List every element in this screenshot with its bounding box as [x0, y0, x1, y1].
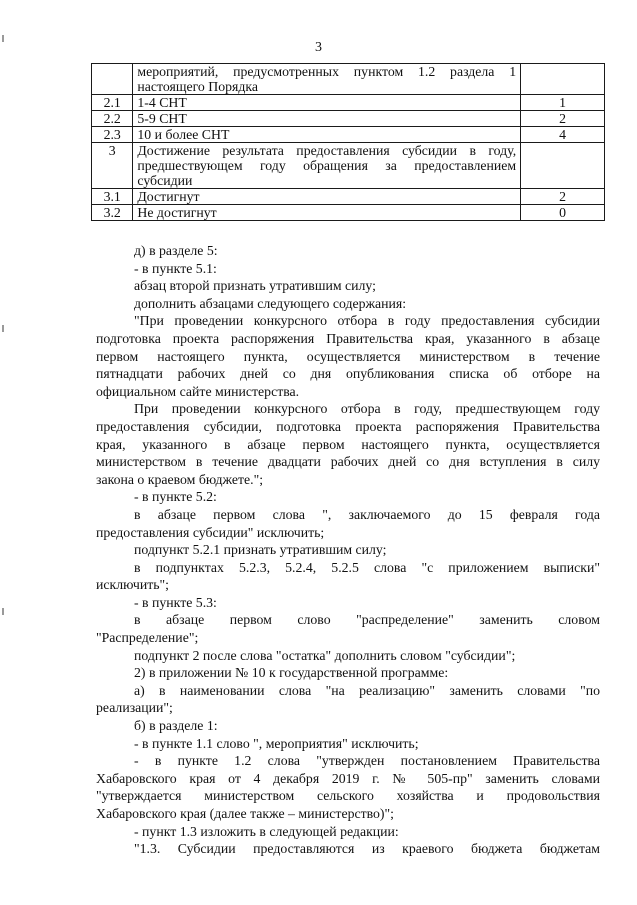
row-description-line: Достижение результата предоставления субсидии в году,	[137, 143, 517, 158]
row-number-cell: 3	[92, 143, 133, 189]
row-description-line: 5-9 СНТ	[137, 111, 187, 126]
row-number-cell	[92, 64, 133, 95]
text-line: - в пункте 5.2:	[134, 489, 217, 505]
row-description-cell	[133, 111, 521, 127]
text-line: предоставления субсидии" исключить;	[96, 524, 325, 540]
text-line: подпункт 5.2.1 признать утратившим силу;	[134, 542, 387, 558]
text-line: предоставления субсидии, подготовка проекта распоряжения Правительства	[96, 418, 600, 434]
page-number: 3	[315, 40, 322, 55]
margin-mark-lower	[2, 608, 4, 615]
text-line: министерством в течение двадцати рабочих дней со дня вступления в силу	[96, 454, 600, 470]
table-row	[92, 127, 605, 143]
row-description-line: 10 и более СНТ	[137, 127, 230, 142]
row-description-cell	[133, 64, 521, 95]
text-line: "утверждается министерством сельского хозяйства и продовольствия	[96, 788, 600, 804]
row-description-cell	[133, 143, 521, 189]
text-line: "1.3. Субсидии предоставляются из краевого бюджета бюджетам	[134, 841, 600, 857]
table-row	[92, 111, 605, 127]
row-number-cell: 3.1	[92, 189, 133, 205]
text-line: б) в разделе 1:	[134, 718, 218, 734]
text-line: пятнадцати рабочих дней со дня опубликования списка об отборе на	[96, 366, 600, 382]
row-value-cell	[521, 143, 605, 189]
text-line: - в пункте 5.1:	[134, 260, 217, 276]
text-line: исключить";	[96, 577, 169, 593]
row-description-line: Не достигнут	[137, 205, 217, 220]
text-line: официальном сайте министерства.	[96, 383, 300, 399]
row-description-line: субсидии	[137, 173, 193, 188]
row-value-cell: 2	[521, 189, 605, 205]
text-line: первом настоящего пункта, осуществляется министерством в течение	[96, 348, 600, 364]
text-line: подпункт 2 после слова "остатка" дополнить словом "субсидии";	[134, 647, 516, 663]
row-number-cell: 2.2	[92, 111, 133, 127]
table-row	[92, 189, 605, 205]
row-value-cell: 4	[521, 127, 605, 143]
row-description-cell	[133, 95, 521, 111]
row-value-cell: 0	[521, 205, 605, 221]
text-line: реализации";	[96, 700, 173, 716]
text-line: в подпунктах 5.2.3, 5.2.4, 5.2.5 слова "с приложением выписки"	[134, 559, 600, 575]
text-line: в абзаце первом слова ", заключаемого до 15 февраля года	[134, 506, 600, 522]
row-value-cell	[521, 64, 605, 95]
text-line: дополнить абзацами следующего содержания:	[134, 295, 407, 311]
text-line: При проведении конкурсного отбора в году, предшествующем году	[134, 401, 600, 417]
text-line: закона о краевом бюджете.";	[96, 471, 264, 487]
text-line: а) в наименовании слова "на реализацию" заменить словами "по	[134, 682, 600, 698]
row-description-cell	[133, 189, 521, 205]
margin-mark-middle	[2, 325, 4, 332]
row-description-line: предшествующем году обращения за предоставлением	[137, 158, 517, 173]
margin-mark-top	[2, 35, 4, 42]
row-description-line: мероприятий, предусмотренных пунктом 1.2 раздела 1	[137, 64, 517, 79]
row-description-cell	[133, 127, 521, 143]
text-line: - в пункте 1.1 слово ", мероприятия" исключить;	[134, 735, 419, 751]
text-line: - пункт 1.3 изложить в следующей редакции:	[134, 823, 399, 839]
text-line: - в пункте 1.2 слова "утвержден постановлением Правительства	[134, 753, 600, 769]
row-number-cell: 2.1	[92, 95, 133, 111]
row-description-cell	[133, 205, 521, 221]
row-description-line: 1-4 СНТ	[137, 95, 187, 110]
row-description-line: настоящего Порядка	[137, 79, 259, 94]
text-line: Хабаровского края (далее также – министерство)";	[96, 806, 394, 821]
text-line: "При проведении конкурсного отбора в году предоставления субсидии	[134, 313, 600, 329]
text-line: абзац второй признать утратившим силу;	[134, 278, 376, 294]
text-line: - в пункте 5.3:	[134, 594, 217, 610]
text-line: в абзаце первом слово "распределение" заменить словом	[134, 612, 600, 628]
criteria-table	[91, 63, 605, 221]
text-line: Хабаровского края от 4 декабря 2019 г. № 505-пр" заменить словами	[96, 770, 600, 786]
table-row	[92, 95, 605, 111]
text-line: д) в разделе 5:	[134, 243, 218, 258]
text-line: края, указанного в абзаце первом настоящего пункта, осуществляется	[96, 436, 600, 452]
row-value-cell: 1	[521, 95, 605, 111]
text-line: 2) в приложении № 10 к государственной программе:	[134, 665, 449, 681]
table-row	[92, 205, 605, 221]
text-line: "Распределение";	[96, 630, 199, 646]
row-number-cell: 3.2	[92, 205, 133, 221]
row-number-cell: 2.3	[92, 127, 133, 143]
table-row	[92, 143, 605, 189]
row-description-line: Достигнут	[137, 189, 200, 204]
document-body	[96, 242, 600, 858]
text-line: подготовка проекта распоряжения Правительства края, указанного в абзаце	[96, 330, 600, 346]
table-row	[92, 64, 605, 95]
row-value-cell: 2	[521, 111, 605, 127]
